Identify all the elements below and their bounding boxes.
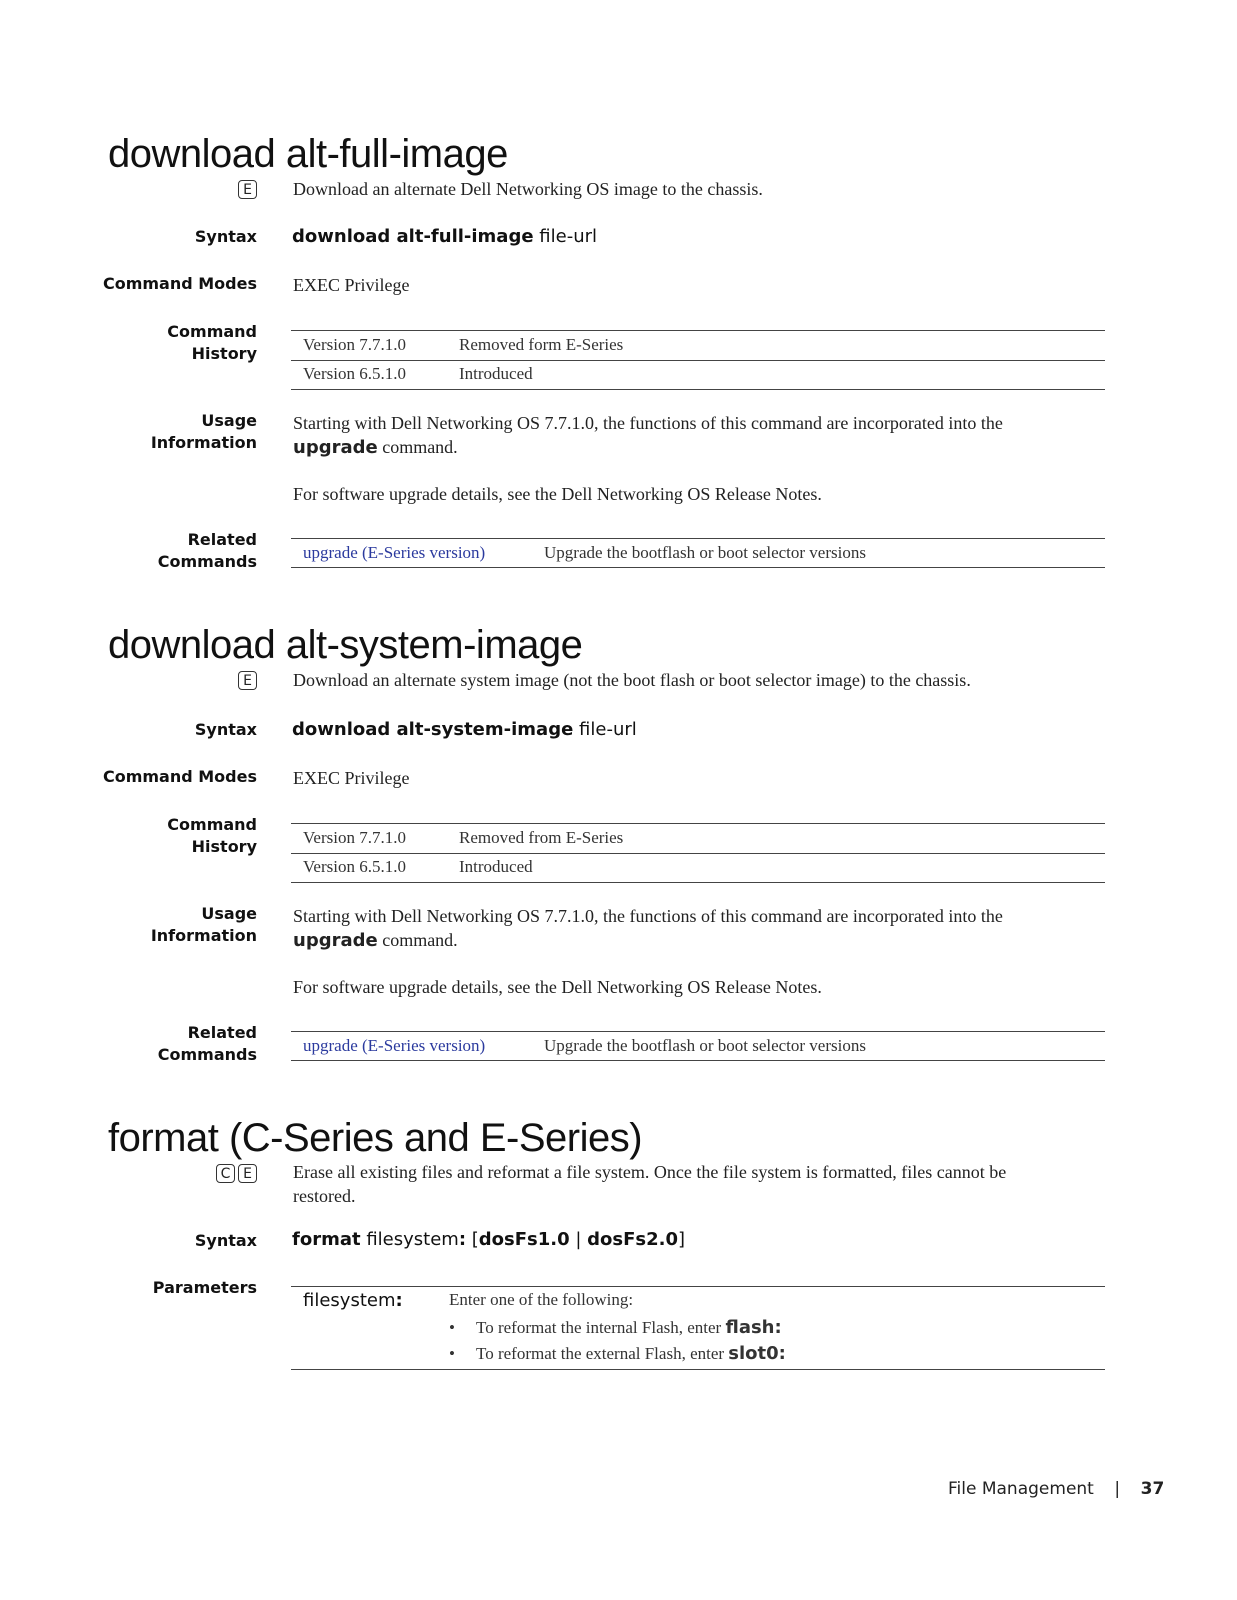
- table-rule: [291, 330, 1105, 331]
- page-footer: [948, 1479, 1164, 1499]
- syntax-label: Syntax: [194, 227, 257, 246]
- table-rule: [291, 882, 1105, 883]
- command-history-label-line1: Command: [167, 322, 257, 341]
- bullet-icon: •: [449, 1318, 455, 1337]
- table-rule: [291, 853, 1105, 854]
- history-version: Version 6.5.1.0: [303, 857, 406, 876]
- table-rule: [291, 1369, 1105, 1370]
- section-title: download alt-full-image: [108, 132, 508, 176]
- parameter-bullet: [449, 1343, 786, 1364]
- parameter-name: [303, 1290, 403, 1311]
- related-commands-label: [97, 1022, 257, 1066]
- history-version: Version 6.5.1.0: [303, 364, 406, 383]
- command-modes-value: EXEC Privilege: [293, 275, 410, 295]
- parameter-colon: :: [395, 1290, 403, 1311]
- command-history-label: [97, 814, 257, 858]
- related-command-description: Upgrade the bootflash or boot selector versions: [544, 543, 866, 562]
- related-commands-label: [97, 529, 257, 573]
- history-note: Introduced: [459, 857, 533, 876]
- description-line: restored.: [293, 1186, 356, 1206]
- command-modes-label: Command Modes: [102, 767, 257, 786]
- command-modes-label: Command Modes: [102, 274, 257, 293]
- platform-badges: [197, 1164, 257, 1183]
- table-rule: [291, 360, 1105, 361]
- parameter-bullet: [449, 1317, 782, 1338]
- related-command-description: Upgrade the bootflash or boot selector versions: [544, 1036, 866, 1055]
- table-rule: [291, 1031, 1105, 1032]
- usage-label-line1: Usage: [201, 904, 257, 923]
- platform-badge-e: E: [238, 1164, 257, 1183]
- history-note: Removed from E-Series: [459, 828, 624, 847]
- platform-badge-e: E: [238, 180, 257, 199]
- usage-label-line1: Usage: [201, 411, 257, 430]
- command-modes-value: EXEC Privilege: [293, 768, 410, 788]
- syntax-argument: file-url: [579, 719, 637, 740]
- usage-line-rest: command.: [377, 437, 458, 457]
- footer-section-name: File Management: [948, 1479, 1094, 1499]
- usage-information-label: [97, 903, 257, 947]
- history-note: Introduced: [459, 364, 533, 383]
- syntax: [292, 226, 597, 247]
- bullet-value: slot0:: [728, 1343, 786, 1364]
- usage-line-rest: command.: [377, 930, 458, 950]
- command-history-label-line1: Command: [167, 815, 257, 834]
- usage-line: Starting with Dell Networking OS 7.7.1.0, the functions of this command are incorporated into the: [293, 906, 1003, 926]
- history-version: Version 7.7.1.0: [303, 828, 406, 847]
- table-rule: [291, 389, 1105, 390]
- usage-paragraph: [293, 411, 1003, 460]
- bullet-value: flash:: [725, 1317, 782, 1338]
- usage-line: Starting with Dell Networking OS 7.7.1.0, the functions of this command are incorporated into the: [293, 413, 1003, 433]
- platform-badge-e: E: [238, 671, 257, 690]
- syntax-label: Syntax: [194, 720, 257, 739]
- syntax: [292, 719, 637, 740]
- related-command-link[interactable]: upgrade (E-Series version): [303, 543, 486, 562]
- description-line: Erase all existing files and reformat a file system. Once the file system is formatted, files cannot be: [293, 1162, 1007, 1182]
- usage-information-label: [97, 410, 257, 454]
- syntax-label: Syntax: [194, 1231, 257, 1250]
- syntax-argument: file-url: [539, 226, 597, 247]
- command-history-label-line2: History: [191, 344, 257, 363]
- syntax-command: download alt-system-image: [292, 719, 574, 740]
- footer-separator: |: [1114, 1479, 1121, 1499]
- command-history-label: [97, 321, 257, 365]
- related-command-link[interactable]: upgrade (E-Series version): [303, 1036, 486, 1055]
- parameter-intro: Enter one of the following:: [449, 1290, 634, 1309]
- usage-label-line2: Information: [150, 926, 257, 945]
- section-title: format (C-Series and E-Series): [108, 1116, 643, 1160]
- usage-line: [293, 928, 1003, 953]
- related-label-line1: Related: [187, 1023, 257, 1042]
- syntax-option: dosFs2.0: [587, 1229, 679, 1250]
- section-description: Download an alternate Dell Networking OS image to the chassis.: [293, 179, 763, 199]
- usage-line: [293, 435, 1003, 460]
- table-rule: [291, 1286, 1105, 1287]
- table-rule: [291, 538, 1105, 539]
- parameter-name-text: filesystem: [303, 1290, 396, 1311]
- bullet-text: To reformat the external Flash, enter: [476, 1344, 729, 1363]
- syntax-pipe: |: [569, 1229, 588, 1250]
- bullet-icon: •: [449, 1344, 455, 1363]
- syntax-command: format: [292, 1229, 361, 1250]
- page-number: 37: [1140, 1479, 1165, 1499]
- table-rule: [291, 1060, 1105, 1061]
- usage-paragraph-2: For software upgrade details, see the Dell Networking OS Release Notes.: [293, 484, 822, 504]
- section-description: [293, 1160, 1006, 1208]
- related-label-line1: Related: [187, 530, 257, 549]
- history-note: Removed form E-Series: [459, 335, 624, 354]
- command-history-label-line2: History: [191, 837, 257, 856]
- related-label-line2: Commands: [157, 1045, 257, 1064]
- usage-paragraph: [293, 904, 1003, 953]
- platform-badges: [197, 180, 257, 199]
- usage-command-bold: upgrade: [293, 437, 378, 458]
- table-rule: [291, 823, 1105, 824]
- syntax-bracket-open: [: [466, 1229, 479, 1250]
- syntax-option: dosFs1.0: [478, 1229, 570, 1250]
- syntax-bracket-close: ]: [678, 1229, 686, 1250]
- related-label-line2: Commands: [157, 552, 257, 571]
- parameters-label: Parameters: [152, 1278, 257, 1297]
- usage-label-line2: Information: [150, 433, 257, 452]
- syntax-command: download alt-full-image: [292, 226, 534, 247]
- history-version: Version 7.7.1.0: [303, 335, 406, 354]
- syntax-colon: :: [458, 1229, 467, 1250]
- usage-paragraph-2: For software upgrade details, see the Dell Networking OS Release Notes.: [293, 977, 822, 997]
- section-title: download alt-system-image: [108, 623, 583, 667]
- usage-command-bold: upgrade: [293, 930, 378, 951]
- syntax: [292, 1229, 685, 1250]
- section-description: Download an alternate system image (not the boot flash or boot selector image) to the chassis.: [293, 670, 971, 690]
- table-rule: [291, 567, 1105, 568]
- syntax-argument: filesystem: [360, 1229, 459, 1250]
- platform-badge-c: C: [216, 1164, 235, 1183]
- bullet-text: To reformat the internal Flash, enter: [476, 1318, 726, 1337]
- platform-badges: [197, 671, 257, 690]
